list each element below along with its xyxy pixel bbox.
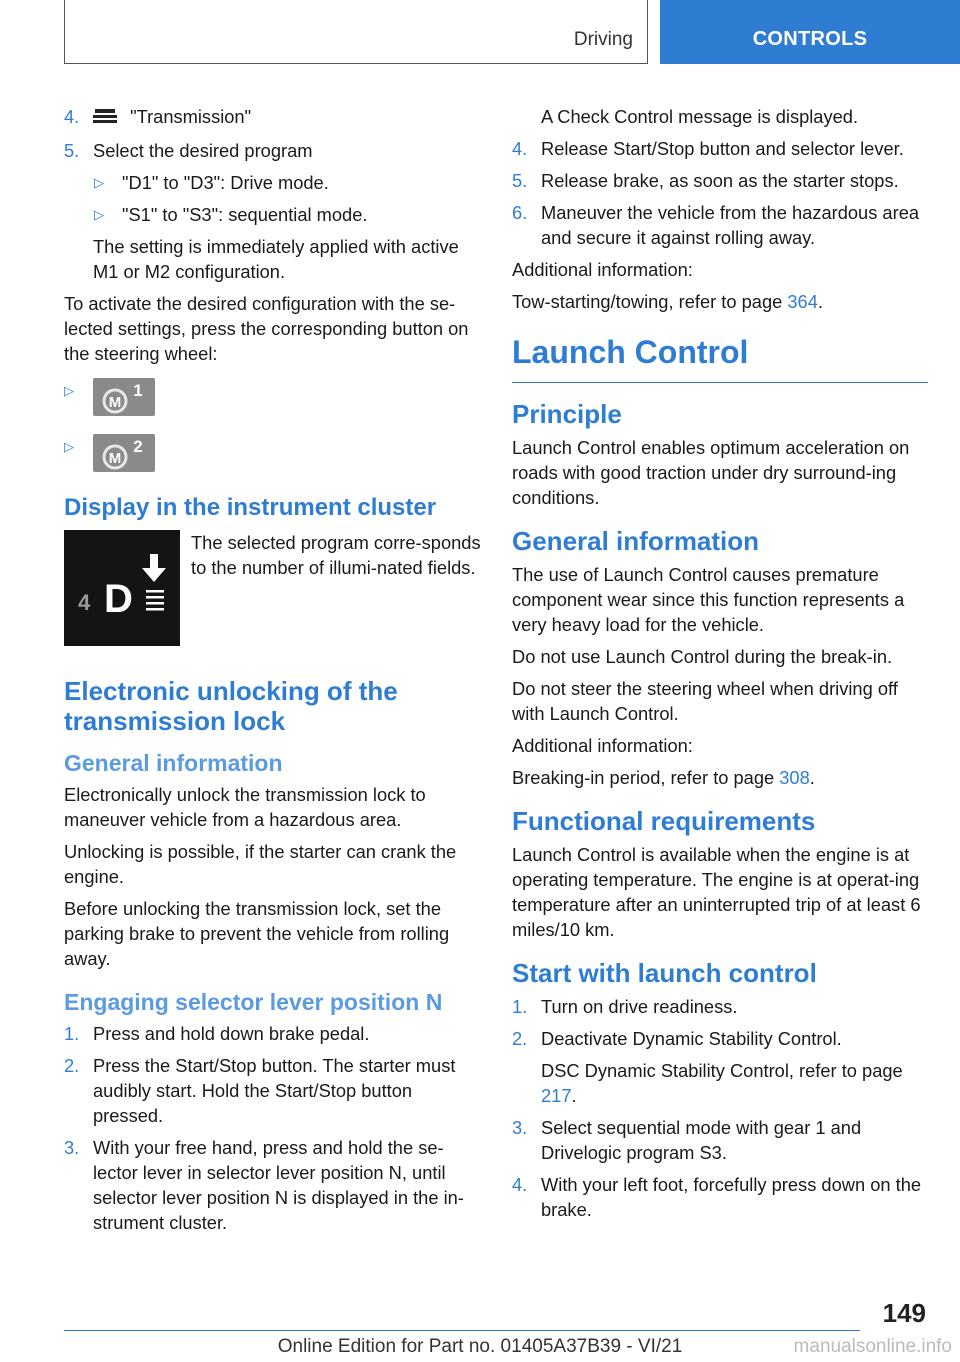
step-number: 5. — [64, 139, 80, 161]
cluster-block — [64, 530, 482, 646]
breakin-page-link[interactable]: 308 — [779, 767, 810, 788]
principle-heading: Principle — [512, 399, 622, 429]
step-5 — [64, 138, 482, 163]
tow-reference: Tow-starting/towing, refer to page 364. — [512, 291, 823, 312]
step-text: Press and hold down brake pedal. — [93, 1022, 370, 1044]
unlock-step — [512, 168, 928, 193]
step-number: 6. — [512, 202, 528, 223]
m1-button-label: 1 — [133, 380, 143, 400]
additional-info-label: Additional information: — [512, 735, 693, 756]
unlock-step — [512, 136, 928, 161]
footer-edition: Online Edition for Part no. 01405A37B39 - VI/21 — [277, 1336, 683, 1357]
unlock-step — [512, 200, 928, 250]
start-step — [512, 1172, 928, 1222]
bullet-item — [64, 202, 482, 227]
principle-text: Launch Control enables optimum acceleration on roads with good traction under dry surround-ing conditions. — [512, 437, 910, 508]
launch-general-p2: Do not use Launch Control during the break-in. — [512, 646, 893, 667]
step-number: 3. — [512, 1117, 528, 1138]
m1-button-row — [64, 378, 482, 418]
step-number: 5. — [512, 170, 528, 191]
step-4 — [64, 104, 482, 131]
step-text: Turn on drive readiness. — [541, 996, 738, 1017]
start-step — [512, 1115, 928, 1165]
step-text: Release brake, as soon as the starter stops. — [541, 170, 899, 191]
launch-general-heading: General information — [512, 526, 760, 556]
transmission-icon — [93, 106, 117, 131]
step-text: Maneuver the vehicle from the hazardous area and secure it against rolling away. — [541, 202, 920, 248]
tow-page-link[interactable]: 364 — [787, 291, 818, 312]
step-number: 3. — [64, 1136, 80, 1158]
step-text: Release Start/Stop button and selector lever. — [541, 138, 904, 159]
instrument-cluster-image — [64, 530, 180, 646]
bullet-triangle-icon: ▷ — [94, 206, 104, 222]
step-number: 2. — [64, 1054, 80, 1076]
engage-step — [64, 1053, 482, 1128]
m1-button-icon — [93, 378, 155, 416]
header-section-label: Driving — [573, 29, 633, 50]
start-launch-heading: Start with launch control — [512, 958, 817, 988]
general-paragraph-2: Unlocking is possible, if the starter can crank the engine. — [64, 840, 457, 887]
launch-general-p1: The use of Launch Control causes premature component wear since this function represents a very heavy load for the vehicle. — [512, 564, 905, 635]
watermark-logo: manualsonline.info — [793, 1336, 952, 1357]
breakin-reference: Breaking-in period, refer to page 308. — [512, 767, 815, 788]
dsc-reference: DSC Dynamic Stability Control, refer to page 217. — [541, 1060, 903, 1106]
step-text: With your left foot, forcefully press down on the brake. — [541, 1174, 922, 1220]
page-number: 149 — [882, 1298, 926, 1328]
breakin-text: Breaking-in period, refer to page — [512, 767, 780, 788]
right-column — [512, 104, 928, 1229]
step-number: 2. — [512, 1028, 528, 1049]
step-number: 1. — [512, 996, 528, 1017]
start-step — [512, 994, 928, 1019]
bullet-triangle-icon: ▷ — [64, 382, 74, 398]
engage-heading: Engaging selector lever position N — [64, 988, 443, 1015]
functional-requirements-text: Launch Control is available when the engine is at operating temperature. The engine is at operat-ing temperature after an uninterrupted trip of at least 6 miles/10 km. — [512, 844, 921, 940]
step-text: Press the Start/Stop button. The starter must audibly start. Hold the Start/Stop button pressed. — [93, 1054, 456, 1126]
launch-general-p3: Do not steer the steering wheel when driving off with Launch Control. — [512, 678, 898, 724]
additional-info-label: Additional information: — [512, 259, 693, 280]
m2-button-row — [64, 434, 482, 474]
check-control-text: A Check Control message is displayed. — [541, 106, 859, 127]
left-column — [64, 104, 482, 1242]
bullet-triangle-icon: ▷ — [94, 174, 104, 190]
activate-text: To activate the desired configuration with the se-lected settings, press the corresponding button on the steering wheel: — [64, 292, 469, 364]
engage-step — [64, 1135, 482, 1235]
bullet-item — [64, 170, 482, 195]
step-text: "Transmission" — [130, 106, 252, 127]
launch-control-heading: Launch Control — [512, 332, 928, 383]
step-number: 4. — [512, 1174, 528, 1195]
header-chapter-tab[interactable] — [660, 0, 960, 64]
dsc-page-link[interactable]: 217 — [541, 1085, 572, 1106]
step-text: With your free hand, press and hold the se-lector lever in selector lever position N, until selector lever position N is displayed in the in-strument cluster. — [93, 1136, 464, 1233]
bullet-triangle-icon: ▷ — [64, 438, 74, 454]
start-step — [512, 1026, 928, 1051]
unlock-heading: Electronic unlocking of the transmission lock — [64, 675, 398, 736]
step-number: 4. — [512, 138, 528, 159]
footer-divider — [64, 1330, 860, 1331]
step-text: Select sequential mode with gear 1 and Drivelogic program S3. — [541, 1117, 862, 1163]
tow-text: Tow-starting/towing, refer to page — [512, 291, 788, 312]
general-paragraph-1: Electronically unlock the transmission lock to maneuver vehicle from a hazardous area. — [64, 783, 426, 830]
display-heading: Display in the instrument cluster — [64, 493, 437, 521]
setting-note: The setting is immediately applied with active M1 or M2 configuration. — [93, 235, 459, 282]
svg-text:M: M — [108, 449, 122, 467]
step-number: 1. — [64, 1022, 80, 1044]
cluster-text: The selected program corre-sponds to the number of illumi-nated fields. — [191, 531, 481, 578]
m2-button-label: 2 — [133, 436, 143, 456]
engage-step — [64, 1021, 482, 1046]
step-number: 4. — [64, 106, 80, 127]
svg-text:M: M — [108, 393, 122, 411]
functional-requirements-heading: Functional requirements — [512, 806, 816, 836]
header-section-box — [64, 0, 648, 64]
general-info-heading: General information — [64, 749, 283, 776]
cluster-num-label: 4 — [78, 589, 91, 615]
dsc-text: DSC Dynamic Stability Control, refer to page — [541, 1060, 903, 1081]
m2-button-icon — [93, 434, 155, 472]
header-chapter-label: CONTROLS — [752, 28, 868, 50]
step-text: Select the desired program — [93, 139, 313, 161]
general-paragraph-3: Before unlocking the transmission lock, set the parking brake to prevent the vehicle from rolling away. — [64, 897, 450, 969]
cluster-gear-label: D — [104, 576, 133, 621]
step-text: Deactivate Dynamic Stability Control. — [541, 1028, 842, 1049]
bullet-text: "S1" to "S3": sequential mode. — [122, 203, 368, 225]
bullet-text: "D1" to "D3": Drive mode. — [122, 171, 329, 193]
